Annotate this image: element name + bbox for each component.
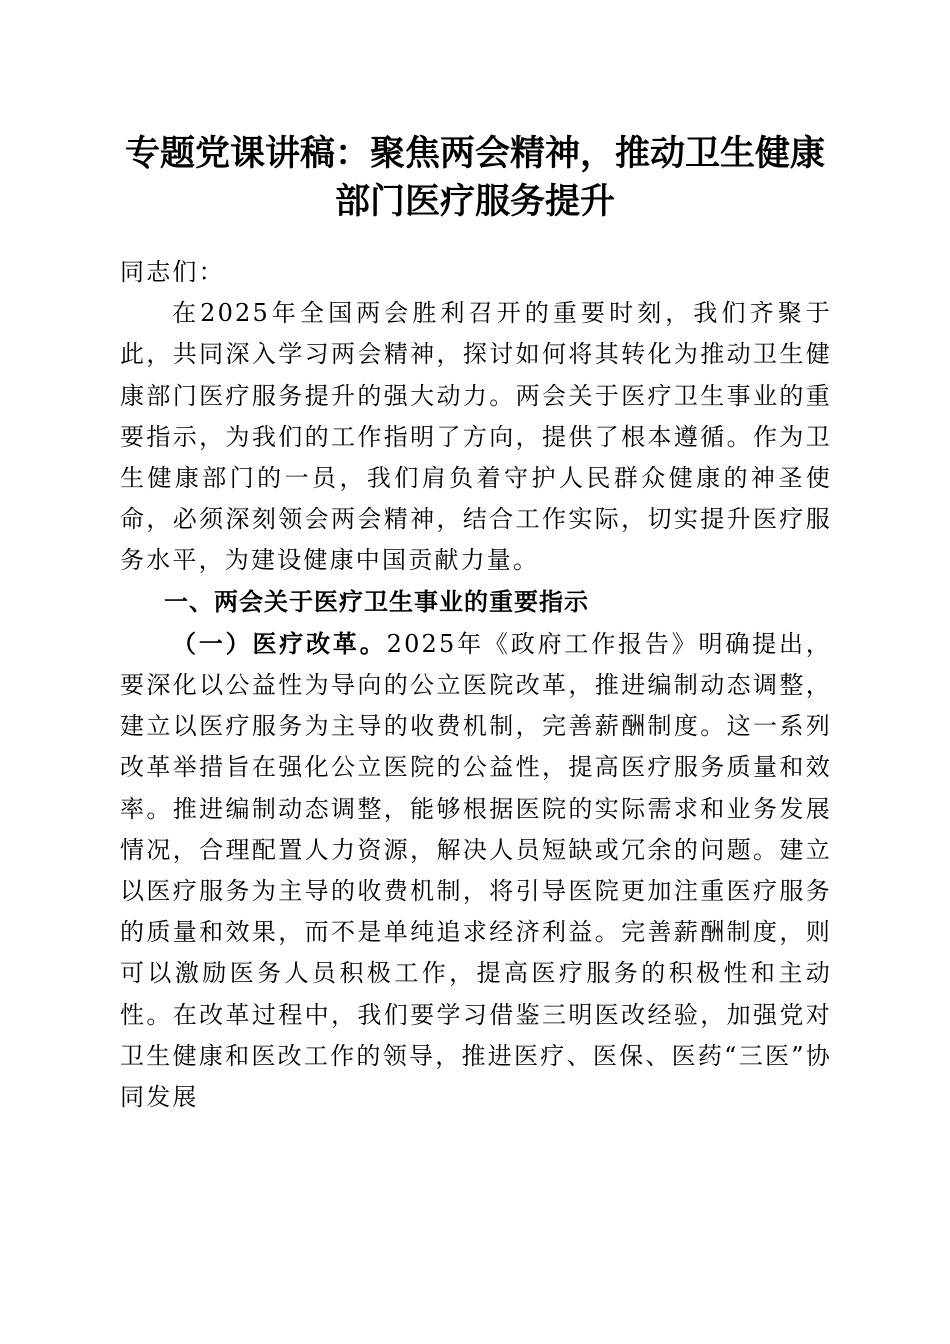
subsection-paragraph-1 [120, 623, 832, 1118]
intro-paragraph: 在2025年全国两会胜利召开的重要时刻，我们齐聚于此，共同深入学习两会精神，探讨如何将其转化为推动卫生健康部门医疗服务提升的强大动力。两会关于医疗卫生事业的重要指示，为我们的工作指明了方向，提供了根本遵循。作为卫生健康部门的一员，我们肩负着守护人民群众健康的神圣使命，必须深刻领会两会精神，结合工作实际，切实提升医疗服务水平，为建设健康中国贡献力量。 [120, 299, 832, 575]
title-line-1: 专题党课讲稿：聚焦两会精神，推动卫生健康 [124, 133, 825, 174]
document-body [120, 252, 832, 1118]
section-heading-1: 一、两会关于医疗卫生事业的重要指示 [164, 587, 589, 616]
greeting: 同志们： [120, 258, 225, 286]
document-title [100, 130, 850, 226]
title-line-2: 部门医疗服务提升 [334, 181, 615, 222]
subsection-label-1: （一）医疗改革。 [172, 628, 387, 658]
subsection-text-1: 2025年《政府工作报告》明确提出，要深化以公益性为导向的公立医院改革，推进编制动态调整，建立以医疗服务为主导的收费机制，完善薪酬制度。这一系列改革举措旨在强化公立医院的公益性，提高医疗服务质量和效率。推进编制动态调整，能够根据医院的实际需求和业务发展情况，合理配置人力资源，解决人员短缺或冗余的问题。建立以医疗服务为主导的收费机制，将引导医院更加注重医疗服务的质量和效果，而不是单纯追求经济利益。完善薪酬制度，则可以激励医务人员积极工作，提高医疗服务的积极性和主动性。在改革过程中，我们要学习借鉴三明医改经验，加强党对卫生健康和医改工作的领导，推进医疗、医保、医药“三医”协同发展 [120, 629, 832, 1112]
